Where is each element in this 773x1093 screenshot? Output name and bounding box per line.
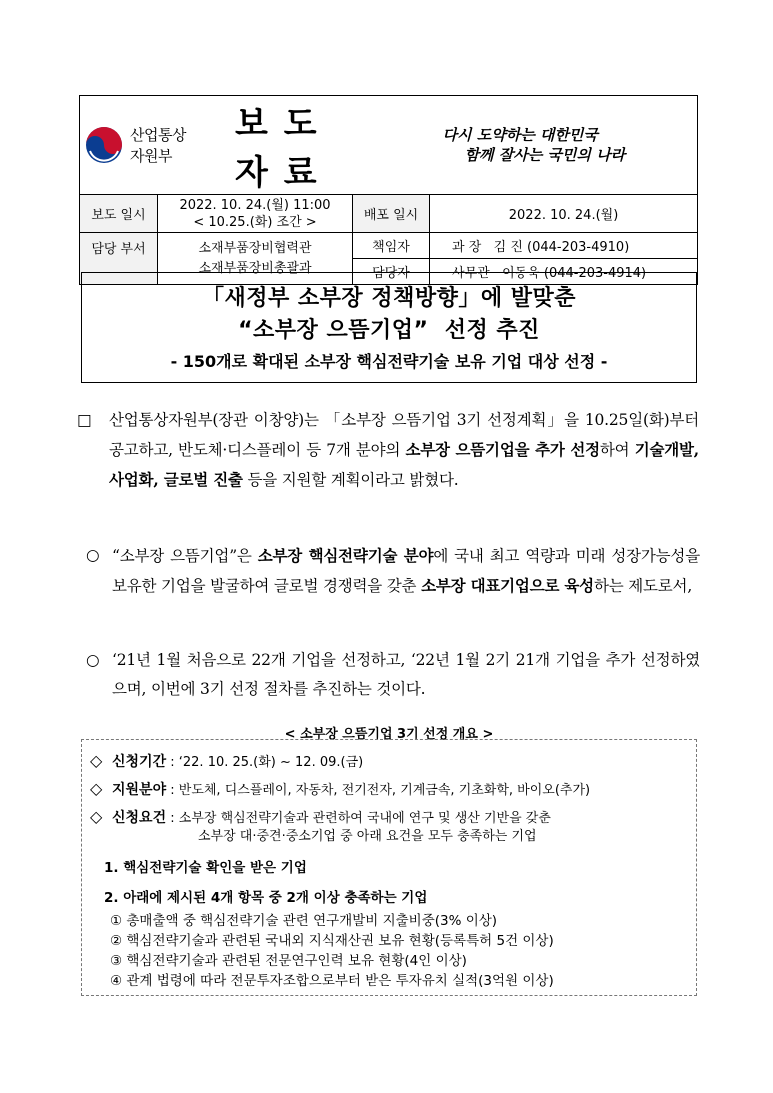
condition-item-3: ③ 핵심전략기술과 관련된 전문연구인력 보유 현황(4인 이상) xyxy=(110,953,467,969)
responsible-value: 과 장 김 진 (044-203-4910) xyxy=(430,233,698,259)
release-value-line2: < 10.25.(화) 조간 > xyxy=(193,214,317,230)
ministry-logo-cell xyxy=(80,96,353,195)
distribution-label: 배포 일시 xyxy=(353,195,430,233)
condition-item-1: ① 총매출액 중 핵심전략기술 관련 연구개발비 지출비중(3% 이상) xyxy=(110,913,498,929)
period-value: : ‘22. 10. 25.(화) ~ 12. 09.(금) xyxy=(170,755,364,770)
requirement-value-line2: 소부장 대·중견·중소기업 중 아래 요건을 모두 충족하는 기업 xyxy=(198,829,537,844)
field-label: 지원분야 xyxy=(112,782,167,798)
overview-caption: < 소부장 으뜸기업 3기 선정 개요 > xyxy=(284,727,494,742)
diamond-bullet-icon: ◇ xyxy=(90,807,103,826)
department-label: 담당 부서 xyxy=(80,233,158,285)
overview-field-row xyxy=(90,778,688,802)
condition-2: 2. 아래에 제시된 4개 항목 중 2개 이상 충족하는 기업 xyxy=(104,890,428,906)
requirement-value-line1: : 소부장 핵심전략기술과 관련하여 국내에 연구 및 생산 기반을 갖춘 xyxy=(170,811,551,826)
headline-subtitle: - 150개로 확대된 소부장 핵심전략기술 보유 기업 대상 선정 - xyxy=(170,352,608,371)
p3-text: ‘21년 1월 처음으로 22개 기업을 선정하고, ‘22년 1월 2기 21개 기업을 추가 선정하였으며, 이번에 3기 선정 절차를 추진하는 것이다. xyxy=(112,651,700,698)
department-line2: 소재부품장비총괄과 xyxy=(198,260,312,276)
release-value-line1: 2022. 10. 24.(월) 11:00 xyxy=(179,197,331,213)
responsible-label: 책임자 xyxy=(353,233,430,259)
document-title: 보도자료 xyxy=(234,104,333,193)
slogan-line1: 다시 도약하는 대한민국 xyxy=(442,126,598,144)
headline-box xyxy=(81,272,697,383)
headline-line2: “소부장 으뜸기업” 선정 추진 xyxy=(238,318,540,343)
taegeuk-logo-icon xyxy=(84,125,124,165)
circle-bullet-icon: ○ xyxy=(86,651,100,669)
p2-text-b: 소부장 핵심전략기술 분야 xyxy=(257,546,434,565)
slogan-line2: 함께 잘사는 국민의 나라 xyxy=(464,146,626,164)
distribution-value: 2022. 10. 24.(월) xyxy=(430,195,698,233)
release-value xyxy=(158,195,353,233)
circle-bullet-icon: ○ xyxy=(86,546,100,564)
field-value: : 반도체, 디스플레이, 자동차, 전기전자, 기계금속, 기초화학, 바이오(추가) xyxy=(170,783,591,798)
p1-text-d: 기술개발, 사업화, 글로벌 진출 xyxy=(109,440,699,489)
diamond-bullet-icon: ◇ xyxy=(90,751,103,770)
ministry-name: 산업통상자원부 xyxy=(130,126,186,165)
department-line1: 소재부품장비협력관 xyxy=(198,240,312,256)
diamond-bullet-icon: ◇ xyxy=(90,779,103,798)
press-header-table xyxy=(79,95,698,285)
p1-text-c: 하여 xyxy=(599,441,635,459)
paragraph-2 xyxy=(86,541,700,601)
paragraph-1 xyxy=(77,406,699,495)
condition-item-2: ② 핵심전략기술과 관련된 국내외 지식재산권 보유 현황(등록특허 5건 이상) xyxy=(110,933,554,949)
p2-text-a: “소부장 으뜸기업”은 xyxy=(112,547,258,565)
release-label: 보도 일시 xyxy=(80,195,158,233)
slogan-cell xyxy=(353,96,698,195)
condition-item-4: ④ 관계 법령에 따라 전문투자조합으로부터 받은 투자유치 실적(3억원 이상) xyxy=(110,973,554,989)
requirement-label: 신청요건 xyxy=(112,810,167,826)
overview-period-row xyxy=(90,750,688,774)
condition-1: 1. 핵심전략기술 확인을 받은 기업 xyxy=(104,860,307,876)
period-label: 신청기간 xyxy=(112,754,167,770)
paragraph-3 xyxy=(86,646,700,704)
contact-value: 사무관 이동욱 (044-203-4914) xyxy=(430,259,698,285)
overview-box xyxy=(81,739,697,996)
p2-text-c: 에 국내 최고 역량과 미래 성장가능성을 보유한 기업을 발굴하여 글로벌 경쟁력을 갖춘 xyxy=(112,547,700,595)
p2-text-d: 소부장 대표기업으로 육성 xyxy=(421,576,594,595)
p1-text-b: 소부장 으뜸기업을 추가 선정 xyxy=(405,440,600,459)
square-bullet-icon: □ xyxy=(77,411,92,429)
p1-text-a: 산업통상자원부(장관 이창양)는 「소부장 으뜸기업 3기 선정계획」을 10.25일(화)부터 공고하고, 반도체·디스플레이 등 7개 분야의 xyxy=(109,411,699,459)
p1-text-e: 등을 지원할 계획이라고 밝혔다. xyxy=(242,471,459,489)
headline-line1: 「새정부 소부장 정책방향」에 발맞춘 xyxy=(201,286,576,311)
p2-text-e: 하는 제도로서, xyxy=(593,577,693,595)
contact-label: 담당자 xyxy=(353,259,430,285)
